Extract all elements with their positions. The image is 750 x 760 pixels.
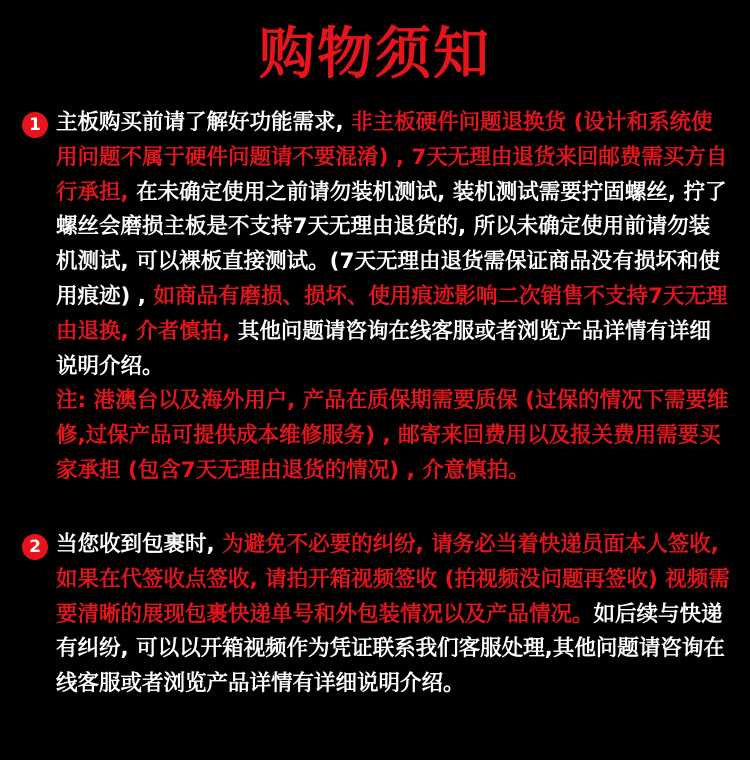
notice-1-text bbox=[56, 106, 731, 489]
number-badge-2: 2 bbox=[22, 534, 48, 560]
notice-1-segment-5: 其他问题请咨询在线客服或者浏览产品详情有详细说明介绍。 bbox=[56, 318, 711, 379]
notice-1-segment-3: 在未确定使用之前请勿装机测试, 装机测试需要拧固螺丝, 拧了螺丝会磨损主板是不支持7天无理由退货的, 所以未确定使用前请勿装机测试, 可以裸板直接测试。(7天无理由退货需保证商品没有损坏和使用痕迹) , bbox=[56, 179, 727, 309]
notice-1-segment-1: 主板购买前请了解好功能需求, bbox=[56, 110, 352, 135]
notice-2-segment-1: 当您收到包裹时, bbox=[56, 532, 223, 557]
notice-2-segment-3: 如后续与快递有纠纷, 可以以开箱视频作为凭证联系我们客服处理,其他问题请咨询在线客服或者浏览产品详情有详细说明介绍。 bbox=[56, 601, 725, 697]
notice-1-segment-2: 非主板硬件问题退换货 (设计和系统使用问题不属于硬件问题请不要混淆) , 7天无理由退货来回邮费需买方自行承担, bbox=[56, 110, 728, 205]
notice-1-overseas-note: 注: 港澳台以及海外用户, 产品在质保期需要质保 (过保的情况下需要维修,过保产品可提供成本维修服务) , 邮寄来回费用以及报关费用需要买家承担 (包含7天无理由退货的情况) , 介意慎拍。 bbox=[56, 388, 729, 483]
notice-1-segment-4: 如商品有磨损、损坏、使用痕迹影响二次销售不支持7天无理由退换, 介者慎拍, bbox=[56, 283, 728, 344]
notice-2-text bbox=[56, 528, 731, 702]
notice-2-segment-2: 为避免不必要的纠纷, 请务必当着快递员面本人签收, 如果在代签收点签收, 请拍开箱视频签收 (拍视频没问题再签收) 视频需要清晰的展现包裹快递单号和外包装情况以及产品情况。 bbox=[56, 532, 730, 627]
page-title: 购物须知 bbox=[259, 22, 491, 87]
number-badge-1: 1 bbox=[22, 112, 48, 138]
